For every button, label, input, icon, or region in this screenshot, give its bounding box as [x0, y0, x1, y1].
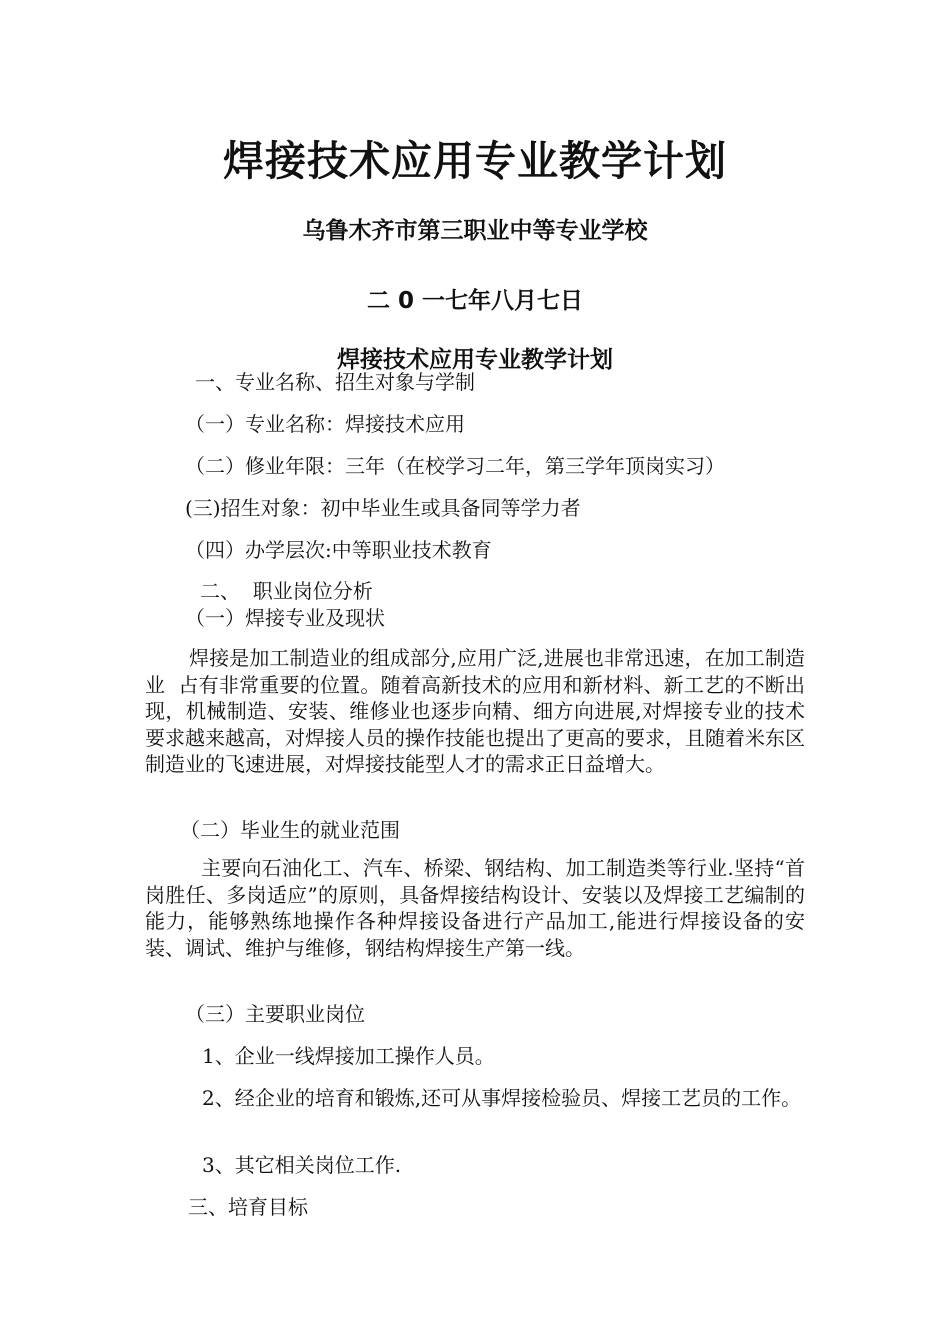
section1-item-duration: （二）修业年限：三年（在校学习二年，第三学年顶岗实习）	[185, 454, 725, 478]
section2-heading: 二、 职业岗位分析	[200, 579, 373, 603]
document-main-title: 焊接技术应用专业教学计划	[223, 137, 727, 185]
section2-sub1-paragraph: 焊接是加工制造业的组成部分,应用广泛,进展也非常迅速，在加工制造业 占有非常重要的位置。随着高新技术的应用和新材料、新工艺的不断出现，机械制造、安装、维修业也逐步向精、细方向进展,对焊接专业的技术要求越来越高，对焊接人员的操作技能也提出了更高的要求，且随着米东区制造业的飞速进展，对焊接技能型人才的需求正日益增大。	[145, 646, 805, 776]
plan-subtitle: 焊接技术应用专业教学计划	[337, 347, 613, 373]
section2-sub1-heading: （一）焊接专业及现状	[185, 606, 385, 630]
section2-sub2-heading: （二）毕业生的就业范围	[180, 818, 400, 842]
section1-heading: 一、专业名称、招生对象与学制	[195, 370, 475, 394]
job-item: 1、企业一线焊接加工操作人员。	[202, 1044, 495, 1068]
section2-sub2-paragraph: 主要向石油化工、汽车、桥梁、钢结构、加工制造类等行业.坚持“首岗胜任、多岗适应”的原则，具备焊接结构设计、安装以及焊接工艺编制的能力，能够熟练地操作各种焊接设备进行产品加工,能进行焊接设备的安装、调试、维护与维修，钢结构焊接生产第一线。	[145, 856, 805, 960]
school-name: 乌鲁木齐市第三职业中等专业学校	[302, 218, 648, 244]
job-item: 2、经企业的培育和锻炼,还可从事焊接检验员、焊接工艺员的工作。	[202, 1086, 802, 1110]
document-date: 二 0 一七年八月七日	[366, 288, 584, 314]
job-item: 3、其它相关岗位工作.	[202, 1153, 402, 1177]
section2-sub3-heading: （三）主要职业岗位	[185, 1002, 365, 1026]
section1-item-enrollment: (三)招生对象：初中毕业生或具备同等学力者	[185, 496, 581, 520]
section1-item-level: （四）办学层次:中等职业技术教育	[185, 538, 492, 562]
section1-item-major-name: （一）专业名称：焊接技术应用	[185, 412, 465, 436]
section3-heading: 三、培育目标	[188, 1195, 308, 1219]
